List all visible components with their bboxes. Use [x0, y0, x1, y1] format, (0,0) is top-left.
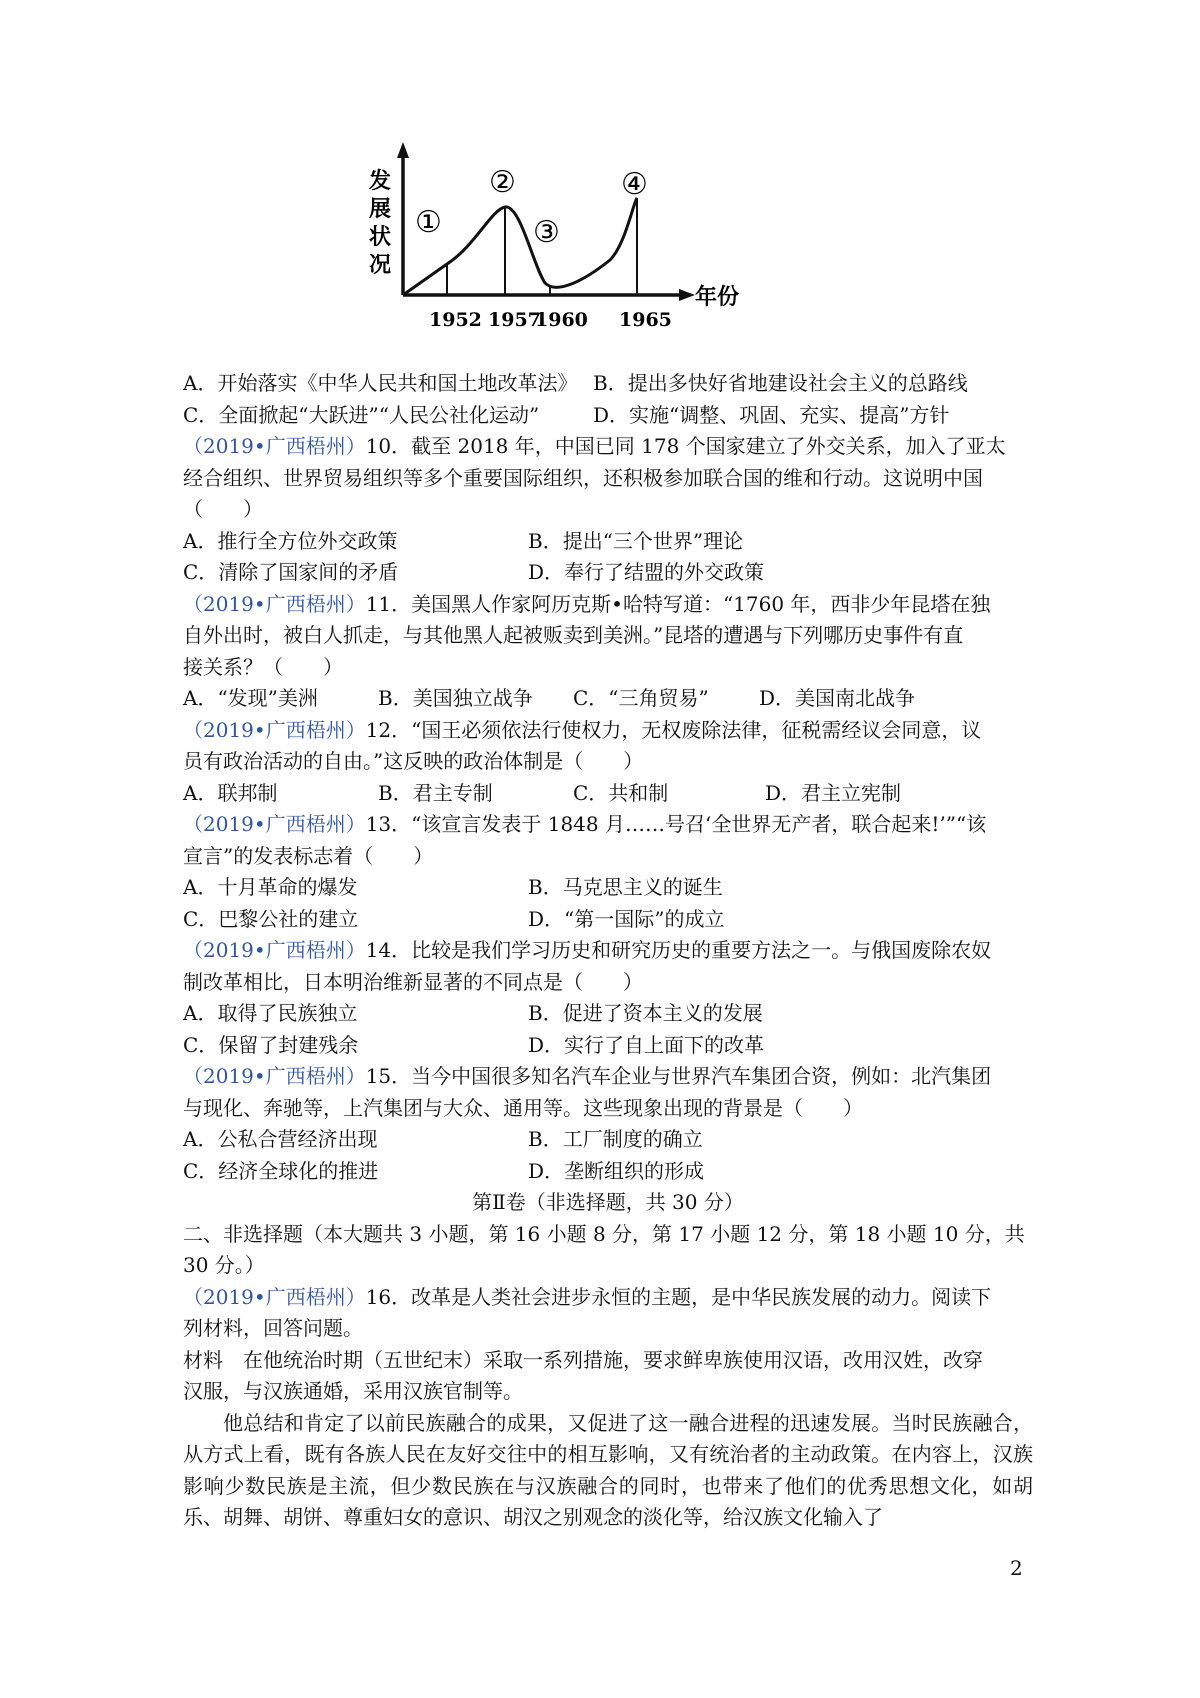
- q10-options-row2: [183, 557, 1033, 589]
- section2-instructions-line2: 30 分。）: [183, 1253, 265, 1277]
- q11-option-b: B．美国独立战争: [378, 686, 533, 710]
- section2-instructions-line1: 二、非选择题（本大题共 3 小题，第 16 小题 8 分，第 17 小题 12 分，第 18 小题 10 分，共: [183, 1221, 1025, 1246]
- q15-option-a: A．公私合营经济出现: [183, 1127, 378, 1151]
- q14-stem-line1: （2019•广西梧州）14．比较是我们学习历史和研究历史的重要方法之一。与俄国废除农奴: [183, 938, 992, 962]
- q15-stem-line2: 与现化、奔驰等，上汽集团与大众、通用等。这些现象出现的背景是（ ）: [183, 1095, 863, 1120]
- q11-stem-line1: （2019•广西梧州）11．美国黑人作家阿历克斯•哈特写道：“1760 年，西非少年昆塔在独: [183, 591, 991, 616]
- q11-option-c: C．“三角贸易”: [573, 686, 709, 710]
- q12-option-b: B．君主专制: [378, 780, 493, 805]
- q14-option-b: B．促进了资本主义的发展: [528, 1001, 763, 1025]
- q10-stem-line1: （2019•广西梧州）10．截至 2018 年，中国已同 178 个国家建立了外交关系，加入了亚太: [183, 434, 1006, 458]
- q15-option-c: C．经济全球化的推进: [183, 1158, 379, 1183]
- tick-1952: 1952: [429, 309, 482, 331]
- q9-options-row2: [183, 400, 1033, 432]
- q14-option-d: D．实行了自上面下的改革: [528, 1032, 765, 1057]
- q14-source: （2019•广西梧州）: [183, 938, 366, 962]
- question-content: [183, 368, 1033, 1534]
- y-label-char: 发: [369, 169, 392, 194]
- q9-option-d: D．实施“调整、巩固、充实、提高”方针: [593, 402, 950, 427]
- q9-option-b: B．提出多快好省地建设社会主义的总路线: [593, 371, 968, 395]
- q12-option-c: C．共和制: [573, 780, 669, 805]
- q9-options-row1: [183, 368, 1033, 400]
- q16-material-line2: 汉服，与汉族通婚，采用汉族官制等。: [183, 1379, 523, 1403]
- q11-options: [183, 683, 1033, 715]
- q11-option-a: A．“发现”美洲: [183, 686, 318, 710]
- q14-options-row2: [183, 1030, 1033, 1062]
- x-label: 年份: [695, 285, 740, 310]
- q10-option-a: A．推行全方位外交政策: [183, 528, 398, 553]
- q16-stem-line1: （2019•广西梧州）16．改革是人类社会进步永恒的主题，是中华民族发展的动力。阅读下: [183, 1284, 992, 1309]
- q15-option-d: D．垄断组织的形成: [528, 1158, 705, 1183]
- q11-option-d: D．美国南北战争: [759, 686, 916, 710]
- q10-option-b: B．提出“三个世界”理论: [528, 528, 744, 553]
- q11-stem-line3: 接关系？（ ）: [183, 654, 343, 679]
- q13-stem-line2: 宣言”的发表标志着（ ）: [183, 843, 434, 868]
- q11-stem-line2: 自外出时，被白人抓走，与其他黑人起被贩卖到美洲。”昆塔的遭遇与下列哪历史事件有直: [183, 623, 964, 647]
- q10-option-c: C．清除了国家间的矛盾: [183, 560, 399, 584]
- q10-options-row1: [183, 526, 1033, 558]
- q13-options-row1: [183, 872, 1033, 904]
- q16-paragraph: 他总结和肯定了以前民族融合的成果，又促进了这一融合进程的迅速发展。当时民族融合，从方式上看，既有各族人民在友好交往中的相互影响，又有统治者的主动政策。在内容上，汉族影响少数民族是主流，但少数民族在与汉族融合的同时，也带来了他们的优秀思想文化，如胡乐、胡舞、胡饼、尊重妇女的意识、胡汉之别观念的淡化等，给汉族文化输入了: [183, 1410, 1033, 1529]
- q10-option-d: D．奉行了结盟的外交政策: [528, 560, 765, 584]
- q15-stem-line1: （2019•广西梧州）15．当今中国很多知名汽车企业与世界汽车集团合资，例如：北汽集团: [183, 1064, 992, 1088]
- q9-option-c: C．全面掀起“大跃进”“人民公社化运动”: [183, 402, 540, 427]
- q13-source: （2019•广西梧州）: [183, 812, 366, 836]
- marker-1: ①: [415, 205, 442, 240]
- q16-stem-line2: 列材料，回答问题。: [183, 1316, 363, 1340]
- tick-1965: 1965: [619, 309, 672, 331]
- q12-stem-line1: （2019•广西梧州）12．“国王必须依法行使权力，无权废除法律，征税需经议会同意，议: [183, 717, 982, 742]
- q14-stem-line2: 制改革相比，日本明治维新显著的不同点是（ ）: [183, 969, 643, 994]
- q15-option-b: B．工厂制度的确立: [528, 1127, 703, 1151]
- section2-title: 第Ⅱ卷（非选择题，共 30 分）: [472, 1190, 744, 1214]
- q14-option-a: A．取得了民族独立: [183, 1001, 358, 1025]
- q12-options: [183, 778, 1033, 810]
- marker-4: ④: [621, 167, 648, 202]
- y-label-char: 状: [369, 225, 392, 250]
- q16-source: （2019•广西梧州）: [183, 1284, 366, 1309]
- q13-option-d: D．“第一国际”的成立: [528, 906, 725, 931]
- q13-stem-line1: （2019•广西梧州）13．“该宣言发表于 1848 月……号召‘全世界无产者，联合起来!’”“该: [183, 812, 987, 836]
- q15-options-row1: [183, 1124, 1033, 1156]
- q13-options-row2: [183, 904, 1033, 936]
- q12-option-a: A．联邦制: [183, 780, 278, 805]
- tick-1957: 1957: [488, 309, 541, 331]
- q12-source: （2019•广西梧州）: [183, 717, 366, 742]
- y-label-char: 展: [369, 197, 392, 222]
- q13-option-c: C．巴黎公社的建立: [183, 906, 359, 931]
- q9-option-a: A．开始落实《中华人民共和国土地改革法》: [183, 371, 578, 395]
- y-label-char: 况: [369, 253, 392, 278]
- marker-3: ③: [533, 215, 560, 250]
- q16-material-line1: 材料 在他统治时期（五世纪末）采取一系列措施，要求鲜卑族使用汉语，改用汉姓，改穿: [183, 1347, 983, 1372]
- development-curve-figure: [369, 140, 815, 365]
- q10-stem-line2: 经合组织、世界贸易组织等多个重要国际组织，还积极参加联合国的维和行动。这说明中国: [183, 465, 983, 490]
- q12-option-d: D．君主立宪制: [765, 780, 902, 805]
- q10-source: （2019•广西梧州）: [183, 434, 366, 458]
- tick-1960: 1960: [535, 309, 588, 331]
- q15-source: （2019•广西梧州）: [183, 1064, 366, 1088]
- q13-option-a: A．十月革命的爆发: [183, 875, 358, 899]
- marker-2: ②: [489, 165, 516, 200]
- q14-option-c: C．保留了封建残余: [183, 1032, 359, 1057]
- page-number: 2: [1010, 1556, 1023, 1580]
- y-axis-arrow: [397, 142, 409, 158]
- q11-source: （2019•广西梧州）: [183, 591, 366, 616]
- q10-stem-line3: （ ）: [183, 497, 263, 521]
- x-axis-arrow: [679, 289, 695, 301]
- q13-option-b: B．马克思主义的诞生: [528, 875, 723, 899]
- q14-options-row1: [183, 998, 1033, 1030]
- q12-stem-line2: 员有政治活动的自由。”这反映的政治体制是（ ）: [183, 749, 644, 773]
- q15-options-row2: [183, 1156, 1033, 1188]
